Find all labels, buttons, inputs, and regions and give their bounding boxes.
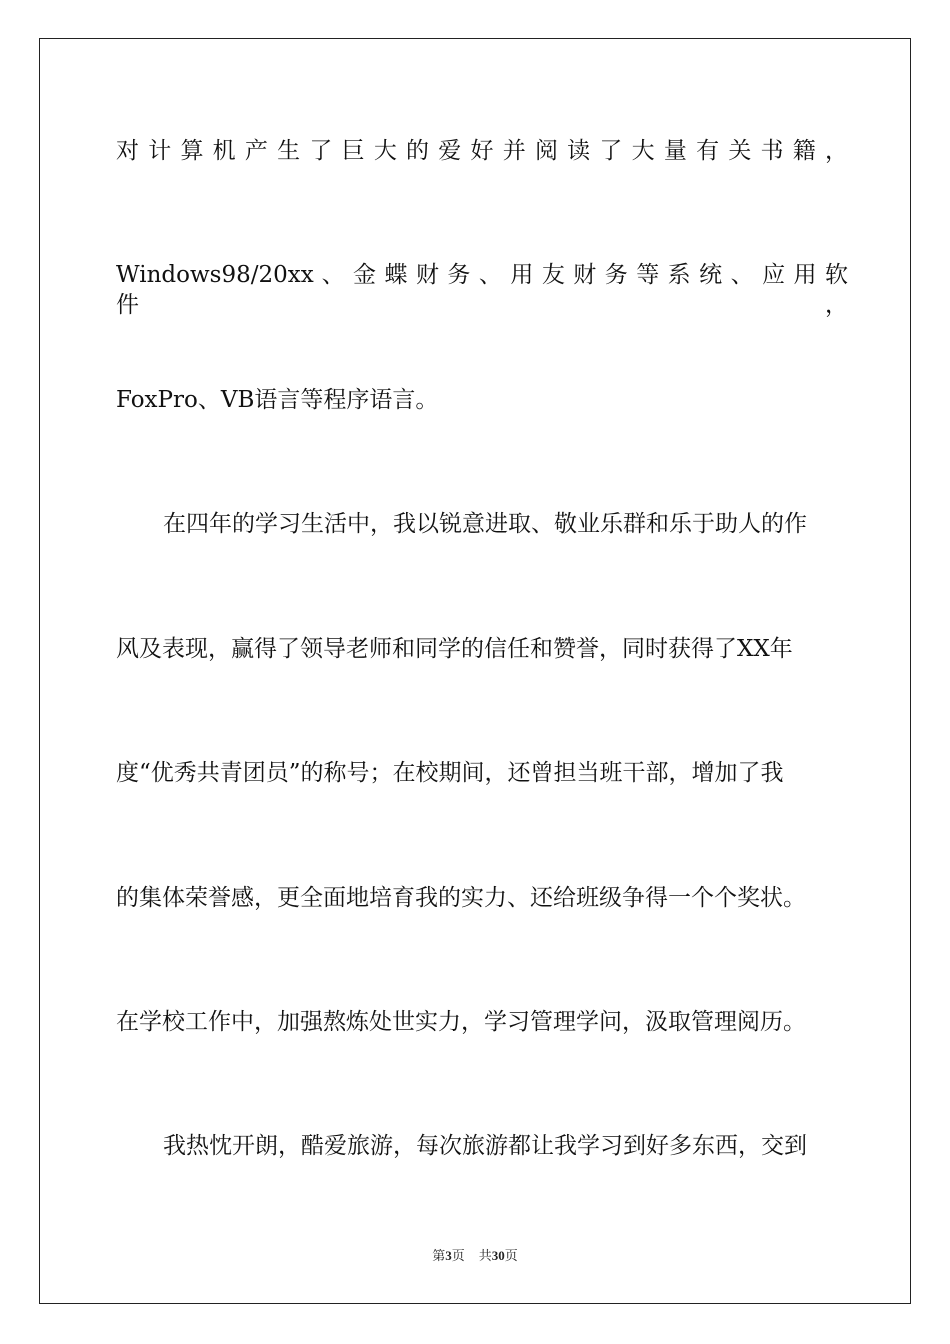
total-prefix: 共 — [478, 1248, 492, 1263]
text-line-5: 风及表现，赢得了领导老师和同学的信任和赞誉，同时获得了XX年 — [116, 636, 793, 662]
text-line-7: 的集体荣誉感，更全面地培育我的实力、还给班级争得一个个奖状。 — [116, 885, 806, 911]
page-unit: 页 — [451, 1248, 465, 1263]
page-total: 30 — [491, 1248, 505, 1263]
page-footer — [0, 1247, 950, 1265]
text-line-6: 度“优秀共青团员”的称号；在校期间，还曾担当班干部，增加了我 — [116, 760, 784, 786]
text-line-8: 在学校工作中，加强熬炼处世实力，学习管理学问，汲取管理阅历。 — [116, 1009, 806, 1035]
total-unit: 页 — [504, 1248, 518, 1263]
paragraph-start-line: 在四年的学习生活中，我以锐意进取、敬业乐群和乐于助人的作 — [163, 511, 807, 537]
text-line-2: Windows98/20xx 、 金 蝶 财 务 、 用 友 财 务 等 系 统 、 应 用 软 件 ， — [116, 262, 848, 318]
text-line-1: 对 计 算 机 产 生 了 巨 大 的 爱 好 并 阅 读 了 大 量 有 关 书 籍 ， — [116, 138, 848, 164]
page-current: 3 — [445, 1248, 452, 1263]
text-line-3: FoxPro、VB语言等程序语言。 — [116, 387, 439, 413]
page-prefix: 第 — [432, 1248, 446, 1263]
page-border — [39, 38, 911, 1304]
paragraph-start-line: 我热忱开朗，酷爱旅游，每次旅游都让我学习到好多东西，交到 — [163, 1133, 807, 1159]
